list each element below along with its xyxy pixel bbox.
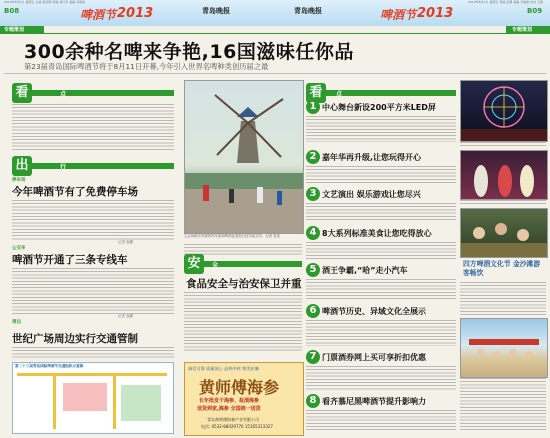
section-bar-kan xyxy=(32,90,174,96)
item-number-6: 6 xyxy=(306,304,320,318)
news-title-traffic: 世纪广场周边实行交通管制 xyxy=(12,333,138,345)
traffic-map xyxy=(12,362,174,434)
ad-top: 诚信可靠 质量放心 品种多样 物美价廉 xyxy=(188,366,259,371)
beach-drawing xyxy=(461,319,547,377)
section-sub-kan-right: 点 xyxy=(336,91,343,98)
section-sub-kan: 点 xyxy=(60,91,67,98)
page-number-left: B08 xyxy=(4,7,20,15)
map-road xyxy=(53,373,56,429)
author-1: 记者 崔鹏 xyxy=(118,240,134,244)
section-bar-an xyxy=(204,261,302,267)
item-number-8: 8 xyxy=(306,394,320,408)
ferris-wheel-photo xyxy=(460,80,548,142)
paper-name-left: 青岛晚报 xyxy=(202,7,230,15)
photo-caption: 主会场欧式风情的风车屋和啤酒花造型已经安装完毕。记者 张浩 xyxy=(184,234,281,238)
section-bar-chu xyxy=(32,163,174,169)
body-text-block xyxy=(12,200,174,240)
body-text-block xyxy=(460,282,546,316)
item-number-5: 5 xyxy=(306,263,320,277)
item-number-1: 1 xyxy=(306,100,320,114)
item-number-2: 2 xyxy=(306,150,320,164)
windmill-drawing xyxy=(185,81,303,233)
map-title: 第二十三届青岛国际啤酒节交通组织示意图 xyxy=(15,364,84,368)
section-marker-kan-right: 看 xyxy=(306,83,326,103)
item-number-3: 3 xyxy=(306,187,320,201)
ferris-wheel-drawing xyxy=(461,81,547,141)
section-marker-an: 安 xyxy=(184,254,204,274)
sidebar-title: 四方啤酒文化节 金沙滩游客畅饮 xyxy=(463,260,541,277)
section-sub-chu: 行 xyxy=(60,164,67,171)
caption-lines xyxy=(460,142,546,148)
headline-rule xyxy=(4,73,546,74)
item-title-2: 嘉年华再升级,让您玩得开心 xyxy=(322,153,422,162)
item-title-7: 门票酒券网上买可享折扣优惠 xyxy=(322,353,426,362)
news-title-bus: 啤酒节开通了三条专线车 xyxy=(12,254,128,266)
body-text-block xyxy=(306,242,456,260)
section-label-left: 专题策划 xyxy=(4,27,25,33)
news-title-safety: 食品安全与治安保卫并重 xyxy=(186,278,302,290)
news-tag-parking: 停车场 xyxy=(12,178,26,183)
body-text-block xyxy=(306,410,456,432)
item-title-4: 8大系列标准美食让您吃得放心 xyxy=(322,229,432,238)
section-sub-an: 全 xyxy=(212,262,219,269)
top-rule xyxy=(0,33,550,34)
festival-year-right: 2013 xyxy=(417,6,454,21)
body-text-block xyxy=(306,320,456,346)
crowd-photo xyxy=(460,208,548,258)
body-text-block xyxy=(306,279,456,299)
section-marker-kan: 看 xyxy=(12,83,32,103)
sub-headline: 第23届青岛国际啤酒节将于8月11日开幕,今年引入世界名啤种类创历届之最 xyxy=(24,62,269,71)
ad-line-2: 送货到家,海参 全国统一送货 xyxy=(197,406,261,412)
crowd-drawing xyxy=(461,209,547,257)
news-title-parking: 今年啤酒节有了免费停车场 xyxy=(12,186,138,198)
map-zone xyxy=(63,383,107,411)
performers-drawing xyxy=(461,151,547,199)
performers-photo xyxy=(460,150,548,200)
caption-lines xyxy=(460,200,546,206)
ad-phone: 电话: 0532-88029770 15165313327 xyxy=(201,424,273,429)
map-road xyxy=(113,373,116,429)
ad-company: 青岛黄师傅海参产业有限公司 xyxy=(207,417,259,422)
item-title-3: 文艺演出 娱乐游戏让您尽兴 xyxy=(322,190,421,199)
ad-brand: 黄师傅海参 xyxy=(199,378,280,397)
windmill-photo xyxy=(184,80,304,234)
item-title-8: 看齐慕尼黑啤酒节提升影响力 xyxy=(322,397,426,406)
paper-name-right: 青岛晚报 xyxy=(294,7,322,15)
body-text-block xyxy=(12,104,174,152)
item-title-5: 酒王争霸,“哈”走小汽车 xyxy=(322,266,408,275)
section-marker-chu: 出 xyxy=(12,156,32,176)
main-headline: 300余种名啤来争艳,16国滋味任你品 xyxy=(24,41,354,63)
body-text-block xyxy=(306,116,456,142)
seafood-ad xyxy=(184,362,304,436)
top-meta-right: 2013年8月9日 星期五 责编 张静 美编 乔晓雷 校对 王新 xyxy=(468,0,544,4)
author-2: 记者 崔鹏 xyxy=(118,314,134,318)
beach-photo xyxy=(460,318,548,378)
item-number-4: 4 xyxy=(306,226,320,240)
body-text-block xyxy=(306,166,456,184)
festival-logo-right: 啤酒节 xyxy=(380,8,417,22)
page-number-right: B09 xyxy=(527,7,543,15)
body-text-block xyxy=(12,347,174,359)
body-text-block xyxy=(12,268,174,314)
body-text-block xyxy=(306,203,456,221)
body-text-block xyxy=(306,366,456,390)
news-tag-area: 周边 xyxy=(12,320,21,325)
body-text-block xyxy=(460,378,546,432)
item-title-1: 中心舞台新设200平方米LED屏 xyxy=(322,103,436,112)
item-number-7: 7 xyxy=(306,350,320,364)
festival-logo-left: 啤酒节 xyxy=(80,8,117,22)
map-zone xyxy=(121,385,161,421)
news-tag-bus: 公交车 xyxy=(12,246,26,251)
item-title-6: 啤酒节历史、异域文化全展示 xyxy=(322,307,426,316)
top-meta-left: 2013年8月9日 星期五 主编 蔡金明 责编 刘红军 美编 乔晓雷 xyxy=(4,0,86,4)
ad-line-1: 长年批发干海参、盐渍海参 xyxy=(199,398,260,404)
body-text-block xyxy=(184,292,302,352)
festival-year-left: 2013 xyxy=(117,6,154,21)
map-road xyxy=(17,373,167,376)
section-bar-kan-right xyxy=(326,90,456,96)
section-label-right: 专题策划 xyxy=(512,27,533,33)
